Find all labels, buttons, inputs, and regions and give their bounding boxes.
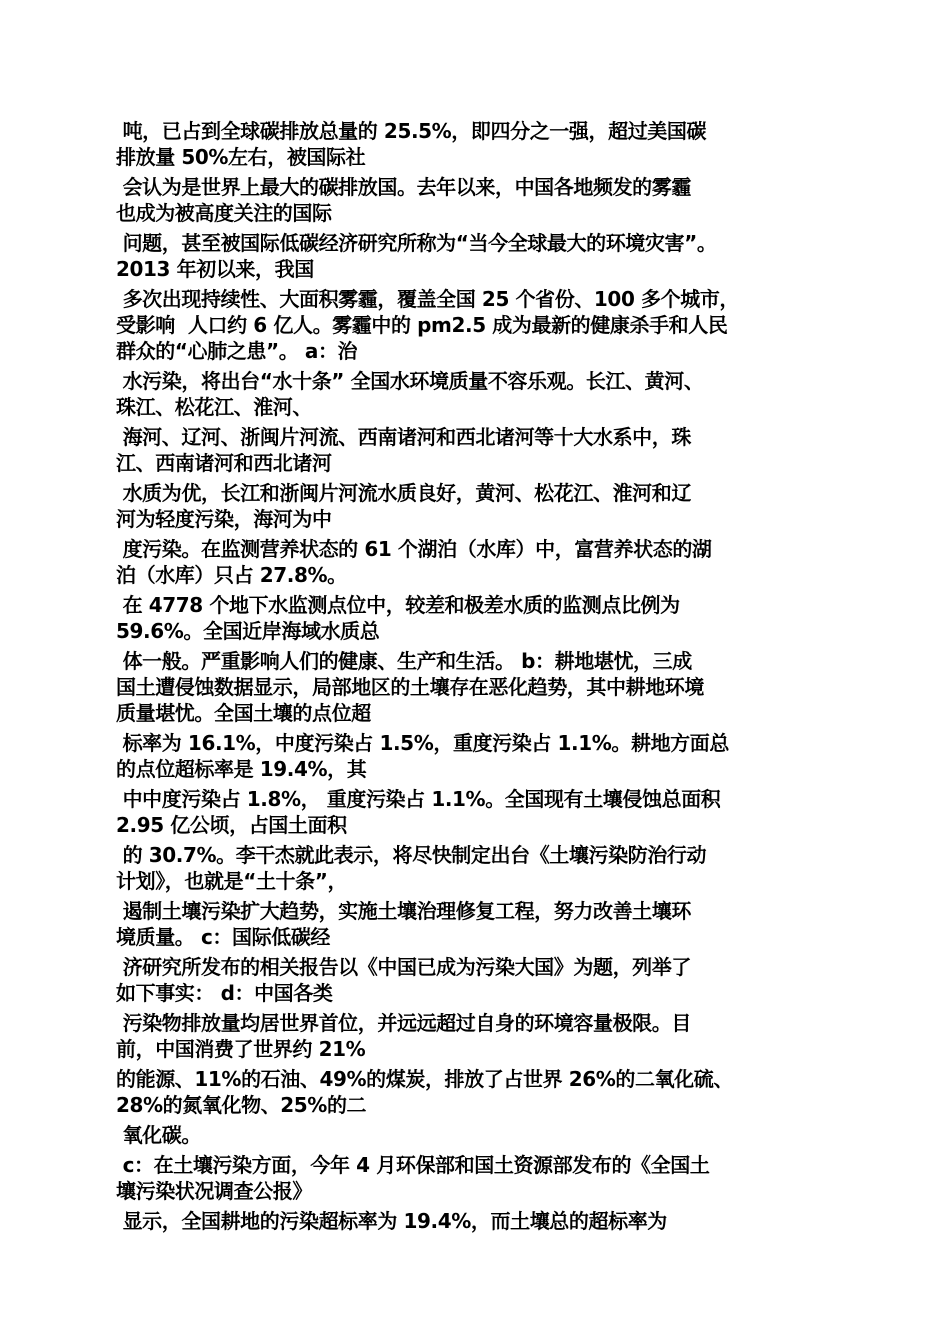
text-line: 前，中国消费了世界约 21% [116,1037,366,1061]
text-line: 氧化碳。 [116,1123,201,1147]
text-line: c：在土壤污染方面，今年 4 月环保部和国土资源部发布的《全国土 [116,1153,710,1177]
text-line: 泊（水库）只占 27.8%。 [116,563,347,587]
text-line: 河为轻度污染，海河为中 [116,507,332,531]
text-line: 海河、辽河、浙闽片河流、西南诸河和西北诸河等十大水系中，珠 [116,425,691,449]
text-line: 2013 年初以来，我国 [116,257,314,281]
text-line: 江、西南诸河和西北诸河 [116,451,332,475]
text-line: 体一般。严重影响人们的健康、生产和生活。 b：耕地堪忧，三成 [116,649,692,673]
text-line: 多次出现持续性、大面积雾霾，覆盖全国 25 个省份、100 多个城市， [116,287,740,311]
body-text [116,118,838,1238]
text-line: 59.6%。全国近岸海域水质总 [116,619,380,643]
text-line: 也成为被高度关注的国际 [116,201,332,225]
text-line: 排放量 50%左右，被国际社 [116,145,366,169]
text-line: 中中度污染占 1.8%， 重度污染占 1.1%。全国现有土壤侵蚀总面积 [116,787,721,811]
text-line: 受影响 人口约 6 亿人。雾霾中的 pm2.5 成为最新的健康杀手和人民 [116,313,728,337]
text-line: 显示，全国耕地的污染超标率为 19.4%，而土壤总的超标率为 [116,1209,667,1233]
text-line: 标率为 16.1%，中度污染占 1.5%，重度污染占 1.1%。耕地方面总 [116,731,729,755]
text-line: 济研究所发布的相关报告以《中国已成为污染大国》为题，列举了 [116,955,691,979]
text-line: 境质量。 c：国际低碳经 [116,925,331,949]
text-line: 国土遭侵蚀数据显示，局部地区的土壤存在恶化趋势，其中耕地环境 [116,675,704,699]
text-line: 的点位超标率是 19.4%，其 [116,757,367,781]
text-line: 28%的氮氧化物、25%的二 [116,1093,367,1117]
text-line: 度污染。在监测营养状态的 61 个湖泊（水库）中，富营养状态的湖 [116,537,712,561]
text-line: 污染物排放量均居世界首位，并远远超过自身的环境容量极限。目 [116,1011,691,1035]
text-line: 在 4778 个地下水监测点位中，较差和极差水质的监测点比例为 [116,593,680,617]
text-line: 2.95 亿公顷，占国土面积 [116,813,347,837]
text-line: 遏制土壤污染扩大趋势，实施土壤治理修复工程，努力改善土壤环 [116,899,691,923]
text-line: 的 30.7%。李干杰就此表示，将尽快制定出台《土壤污染防治行动 [116,843,707,867]
text-line: 如下事实： d：中国各类 [116,981,333,1005]
text-line: 水质为优，长江和浙闽片河流水质良好，黄河、松花江、淮河和辽 [116,481,691,505]
text-line: 水污染，将出台“水十条” 全国水环境质量不容乐观。长江、黄河、 [116,369,704,393]
text-line: 质量堪忧。全国土壤的点位超 [116,701,371,725]
text-line: 的能源、11%的石油、49%的煤炭，排放了占世界 26%的二氧化硫、 [116,1067,733,1091]
text-line: 会认为是世界上最大的碳排放国。去年以来，中国各地频发的雾霾 [116,175,691,199]
text-line: 吨，已占到全球碳排放总量的 25.5%，即四分之一强，超过美国碳 [116,119,707,143]
text-line: 计划》，也就是“土十条”， [116,869,348,893]
text-line: 珠江、松花江、淮河、 [116,395,312,419]
text-line: 壤污染状况调查公报》 [116,1179,312,1203]
text-line: 问题，甚至被国际低碳经济研究所称为“当今全球最大的环境灾害”。 [116,231,717,255]
text-line: 群众的“心肺之患”。 a：治 [116,339,358,363]
